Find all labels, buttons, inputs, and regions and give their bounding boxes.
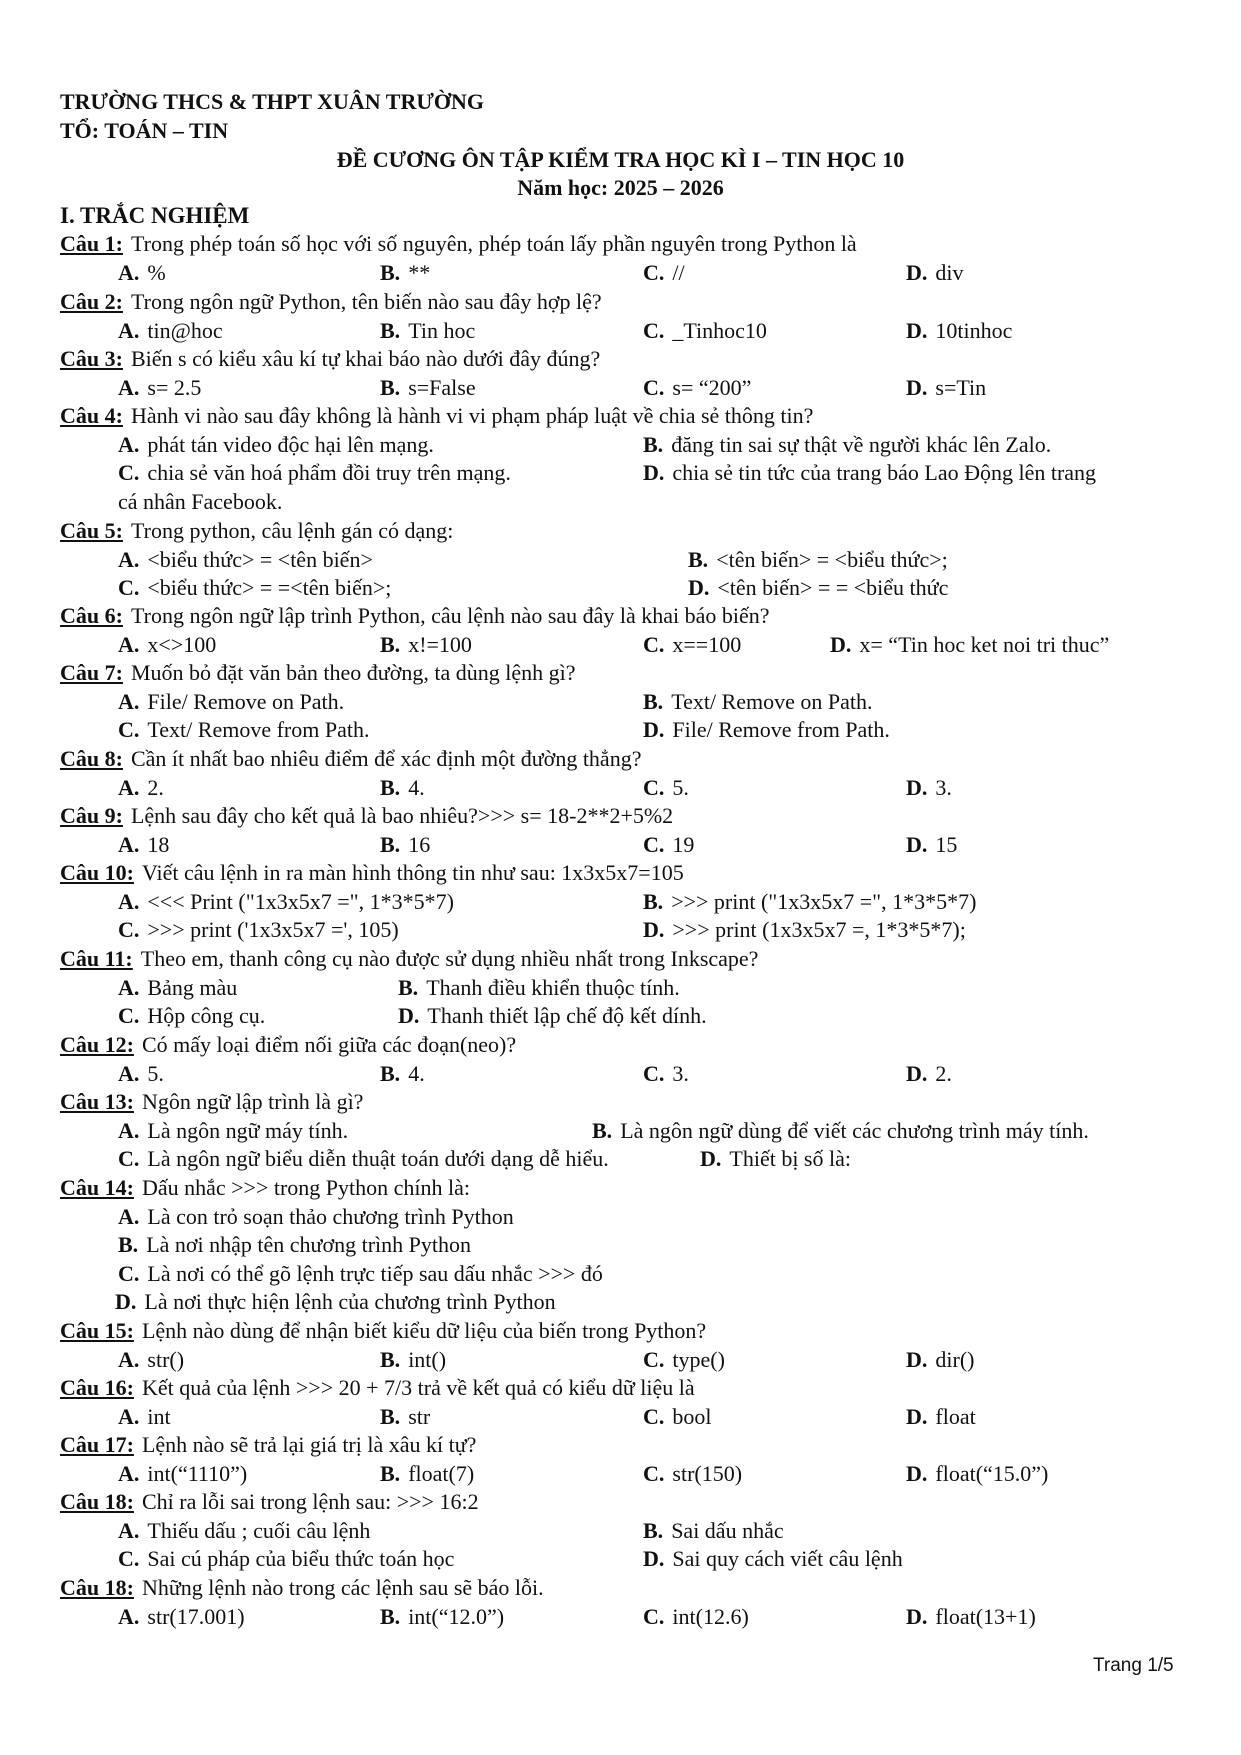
option-text: s=False <box>408 374 476 400</box>
question-text: Lệnh sau đây cho kết quả là bao nhiêu?>>> s= 18-2**2+5%2 <box>130 803 674 828</box>
question-stem <box>60 1317 1241 1345</box>
option-text: 2. <box>147 774 164 800</box>
option-letter: C. <box>118 1146 140 1171</box>
option-text: File/ Remove on Path. <box>147 688 345 714</box>
option-letter: D. <box>643 1546 665 1571</box>
question-number: Câu 18: <box>60 1575 134 1600</box>
option-text: int(12.6) <box>672 1603 749 1629</box>
option-letter: A. <box>118 546 140 572</box>
question-number: Câu 11: <box>60 946 133 971</box>
option-letter: A. <box>118 1517 140 1543</box>
option-text: Thiết bị số là: <box>729 1146 851 1171</box>
answer-option <box>643 1545 903 1573</box>
option-text: x<>100 <box>147 631 217 657</box>
answer-option <box>118 688 344 716</box>
option-text: int(“12.0”) <box>408 1603 505 1629</box>
option-letter: D. <box>643 917 665 942</box>
option-letter: B. <box>380 1460 401 1486</box>
answer-option <box>643 716 890 744</box>
option-letter: C. <box>643 1460 665 1486</box>
question-text: Muốn bỏ đặt văn bản theo đường, ta dùng lệnh gì? <box>130 660 576 685</box>
section-heading: I. TRẮC NGHIỆM <box>60 203 250 228</box>
option-text: <biểu thức> = =<tên biến>; <box>147 575 392 600</box>
option-text: str <box>408 1403 431 1429</box>
option-letter: D. <box>906 1346 928 1372</box>
answer-option <box>906 259 964 287</box>
question-number: Câu 5: <box>60 518 123 543</box>
option-letter: A. <box>118 1403 140 1429</box>
answer-option <box>643 631 741 659</box>
option-text: 4. <box>408 1060 425 1086</box>
option-text: >>> print ('1x3x5x7 =', 105) <box>147 917 399 942</box>
option-text: phát tán video độc hại lên mạng. <box>147 431 434 457</box>
option-letter: D. <box>906 317 928 343</box>
option-letter: A. <box>118 1203 140 1229</box>
option-continuation: cá nhân Facebook. <box>118 488 283 514</box>
option-text: 10tinhoc <box>935 317 1013 343</box>
answer-option <box>118 1203 514 1231</box>
answer-option <box>643 431 1051 459</box>
option-letter: B. <box>380 1403 401 1429</box>
school-year: Năm học: 2025 – 2026 <box>517 175 724 200</box>
answer-option <box>380 259 430 287</box>
option-text: 4. <box>408 774 425 800</box>
option-letter: D. <box>906 1603 928 1629</box>
answer-option <box>906 1060 952 1088</box>
option-text: 15 <box>935 831 958 857</box>
answer-option <box>643 1517 784 1545</box>
question-text: Ngôn ngữ lập trình là gì? <box>141 1089 364 1114</box>
option-text: 16 <box>408 831 431 857</box>
option-text: float(7) <box>408 1460 475 1486</box>
option-letter: D. <box>688 575 710 600</box>
option-text: Text/ Remove from Path. <box>147 717 370 742</box>
option-letter: B. <box>643 431 664 457</box>
option-text: float(“15.0”) <box>935 1460 1049 1486</box>
option-letter: C. <box>643 1346 665 1372</box>
answer-option <box>906 317 1012 345</box>
option-letter: A. <box>118 259 140 285</box>
answer-option <box>643 888 976 916</box>
option-text: Thanh thiết lập chế độ kết dính. <box>427 1003 707 1028</box>
question-text: Trong ngôn ngữ lập trình Python, câu lệnh nào sau đây là khai báo biến? <box>130 603 770 628</box>
answer-option <box>118 888 454 916</box>
option-text: // <box>672 259 685 285</box>
answer-option <box>380 317 475 345</box>
question-stem <box>60 1488 1241 1516</box>
option-text: s=Tin <box>935 374 987 400</box>
answer-option <box>643 1460 742 1488</box>
option-text: _Tinhoc10 <box>672 317 767 343</box>
answer-option <box>118 916 399 944</box>
option-letter: A. <box>118 631 140 657</box>
option-letter: A. <box>118 831 140 857</box>
option-text: <biểu thức> = <tên biến> <box>147 546 373 572</box>
answer-option <box>118 1117 348 1145</box>
option-text: int(“1110”) <box>147 1460 248 1486</box>
question-number: Câu 7: <box>60 660 123 685</box>
option-letter: A. <box>118 1603 140 1629</box>
department: TỔ: TOÁN – TIN <box>60 118 229 143</box>
option-letter: C. <box>643 1603 665 1629</box>
option-text: ** <box>408 259 431 285</box>
option-text: >>> print ("1x3x5x7 =", 1*3*5*7) <box>671 888 977 914</box>
option-text: int() <box>408 1346 447 1372</box>
option-letter: B. <box>380 631 401 657</box>
question-text: Cần ít nhất bao nhiêu điểm để xác định một đường thẳng? <box>130 746 642 771</box>
answer-option <box>118 1231 471 1259</box>
option-text: x= “Tin hoc ket noi tri thuc” <box>859 631 1110 657</box>
option-letter: C. <box>643 374 665 400</box>
option-letter: C. <box>643 317 665 343</box>
option-letter: D. <box>906 374 928 400</box>
answer-option <box>118 716 369 744</box>
question-text: Trong ngôn ngữ Python, tên biến nào sau đây hợp lệ? <box>130 289 602 314</box>
answer-option <box>118 1460 247 1488</box>
option-text: 19 <box>672 831 695 857</box>
option-letter: D. <box>398 1003 420 1028</box>
option-letter: A. <box>118 888 140 914</box>
answer-option <box>118 831 169 859</box>
option-letter: C. <box>643 774 665 800</box>
question-number: Câu 10: <box>60 860 134 885</box>
option-text: Là ngôn ngữ biểu diễn thuật toán dưới dạng dễ hiểu. <box>147 1146 609 1171</box>
option-text: <<< Print ("1x3x5x7 =", 1*3*5*7) <box>147 888 454 914</box>
option-letter: D. <box>906 1460 928 1486</box>
option-text: 3. <box>672 1060 689 1086</box>
question-number: Câu 1: <box>60 231 123 256</box>
option-text: int <box>147 1403 171 1429</box>
option-text: type() <box>672 1346 725 1372</box>
option-text: bool <box>672 1403 712 1429</box>
answer-option <box>643 259 685 287</box>
question-stem <box>60 659 1241 687</box>
option-text: Sai cú pháp của biểu thức toán học <box>147 1546 455 1571</box>
answer-option <box>118 317 223 345</box>
option-text: Bảng màu <box>147 974 238 1000</box>
option-text: Là nơi thực hiện lệnh của chương trình Python <box>144 1289 556 1314</box>
question-number: Câu 14: <box>60 1175 134 1200</box>
answer-option <box>643 459 1096 487</box>
option-text: Là nơi nhập tên chương trình Python <box>146 1232 471 1257</box>
option-letter: C. <box>643 831 665 857</box>
answer-option <box>118 631 216 659</box>
option-letter: C. <box>118 1003 140 1028</box>
answer-option <box>380 631 472 659</box>
page-number: Trang 1/5 <box>1093 1655 1174 1676</box>
option-letter: D. <box>830 631 852 657</box>
answer-option <box>118 546 373 574</box>
option-text: % <box>147 259 166 285</box>
option-text: Hộp công cụ. <box>147 1003 266 1028</box>
question-stem <box>60 1431 1241 1459</box>
option-letter: C. <box>643 259 665 285</box>
answer-option <box>118 431 434 459</box>
question-stem <box>60 230 1241 258</box>
option-text: Text/ Remove on Path. <box>671 688 873 714</box>
answer-option <box>906 774 952 802</box>
option-letter: A. <box>118 1060 140 1086</box>
option-letter: D. <box>906 1060 928 1086</box>
answer-option <box>118 459 511 487</box>
option-letter: B. <box>592 1117 613 1143</box>
answer-option <box>643 831 694 859</box>
question-stem <box>60 1574 1241 1602</box>
option-letter: D. <box>643 460 665 485</box>
option-letter: A. <box>118 374 140 400</box>
option-text: 2. <box>935 1060 952 1086</box>
answer-option <box>906 1603 1036 1631</box>
option-text: đăng tin sai sự thật về người khác lên Zalo. <box>671 431 1052 457</box>
option-text: Là nơi có thể gõ lệnh trực tiếp sau dấu nhắc >>> đó <box>147 1260 603 1286</box>
option-text: Thiếu dấu ; cuối câu lệnh <box>147 1517 371 1543</box>
option-text: <tên biến> = <biểu thức>; <box>716 546 948 572</box>
option-text: tin@hoc <box>147 317 223 343</box>
option-text: Là ngôn ngữ dùng để viết các chương trình máy tính. <box>620 1117 1089 1143</box>
question-number: Câu 12: <box>60 1032 134 1057</box>
option-letter: B. <box>380 1603 401 1629</box>
option-text: Thanh điều khiển thuộc tính. <box>426 974 680 1000</box>
option-text: Sai quy cách viết câu lệnh <box>672 1546 903 1571</box>
question-number: Câu 8: <box>60 746 123 771</box>
option-letter: D. <box>643 717 665 742</box>
option-letter: C. <box>643 631 665 657</box>
question-stem <box>60 345 1241 373</box>
answer-option <box>118 974 237 1002</box>
answer-option <box>118 1060 164 1088</box>
answer-option <box>380 1060 425 1088</box>
option-letter: A. <box>118 974 140 1000</box>
question-number: Câu 16: <box>60 1375 134 1400</box>
option-text: 18 <box>147 831 170 857</box>
answer-option <box>118 259 166 287</box>
question-text: Dấu nhắc >>> trong Python chính là: <box>141 1175 471 1200</box>
question-text: Hành vi nào sau đây không là hành vi vi phạm pháp luật về chia sẻ thông tin? <box>130 403 814 428</box>
question-text: Trong python, câu lệnh gán có dạng: <box>130 518 454 543</box>
option-letter: D. <box>906 259 928 285</box>
answer-option <box>906 1346 974 1374</box>
question-number: Câu 3: <box>60 346 123 371</box>
answer-option <box>380 774 425 802</box>
option-letter: B. <box>380 774 401 800</box>
option-text: div <box>935 259 964 285</box>
question-stem <box>60 288 1241 316</box>
question-stem <box>60 802 1241 830</box>
option-text: chia sẻ tin tức của trang báo Lao Động lên trang <box>672 460 1097 485</box>
question-text: Trong phép toán số học với số nguyên, phép toán lấy phần nguyên trong Python là <box>130 231 857 256</box>
option-letter: C. <box>118 717 140 742</box>
option-letter: B. <box>380 259 401 285</box>
question-stem <box>60 1031 1241 1059</box>
option-letter: C. <box>118 1546 140 1571</box>
answer-option <box>643 1060 689 1088</box>
answer-option <box>688 546 948 574</box>
answer-option <box>643 1346 725 1374</box>
question-stem <box>60 945 1241 973</box>
question-stem <box>60 1374 1241 1402</box>
answer-option <box>688 574 948 602</box>
answer-option <box>398 1002 707 1030</box>
option-letter: A. <box>118 317 140 343</box>
option-letter: B. <box>380 1346 401 1372</box>
question-text: Kết quả của lệnh >>> 20 + 7/3 trả về kết quả có kiểu dữ liệu là <box>141 1375 695 1400</box>
option-text: str() <box>147 1346 185 1372</box>
option-letter: A. <box>118 688 140 714</box>
answer-option <box>118 774 164 802</box>
option-letter: D. <box>115 1289 137 1314</box>
answer-option <box>643 1603 749 1631</box>
option-text: Tin hoc <box>408 317 476 343</box>
answer-option <box>643 374 751 402</box>
option-text: Là con trỏ soạn thảo chương trình Python <box>147 1203 514 1229</box>
question-number: Câu 4: <box>60 403 123 428</box>
question-text: Lệnh nào dùng để nhận biết kiểu dữ liệu của biến trong Python? <box>141 1318 707 1343</box>
option-letter: B. <box>643 688 664 714</box>
option-text: str(150) <box>672 1460 743 1486</box>
option-text: 3. <box>935 774 952 800</box>
option-text: chia sẻ văn hoá phẩm đồi truy trên mạng. <box>147 460 511 485</box>
answer-option <box>643 317 767 345</box>
question-stem <box>60 859 1241 887</box>
option-text: x==100 <box>672 631 742 657</box>
answer-option <box>118 1545 454 1573</box>
question-number: Câu 18: <box>60 1489 134 1514</box>
option-letter: B. <box>643 1517 664 1543</box>
option-letter: B. <box>380 317 401 343</box>
answer-option <box>643 774 689 802</box>
option-text: >>> print (1x3x5x7 =, 1*3*5*7); <box>672 917 966 942</box>
option-letter: D. <box>906 774 928 800</box>
option-letter: C. <box>118 1260 140 1286</box>
option-letter: C. <box>643 1060 665 1086</box>
answer-option <box>118 1346 184 1374</box>
answer-option <box>115 1288 556 1316</box>
option-letter: D. <box>906 831 928 857</box>
answer-option <box>398 974 680 1002</box>
option-text: float <box>935 1403 976 1429</box>
question-number: Câu 15: <box>60 1318 134 1343</box>
option-letter: B. <box>380 831 401 857</box>
option-text: 5. <box>672 774 689 800</box>
option-letter: B. <box>398 974 419 1000</box>
answer-option <box>830 631 1109 659</box>
answer-option <box>380 831 430 859</box>
question-number: Câu 9: <box>60 803 123 828</box>
option-text: <tên biến> = = <biểu thức <box>717 575 949 600</box>
question-text: Những lệnh nào trong các lệnh sau sẽ báo lỗi. <box>141 1575 544 1600</box>
option-letter: B. <box>380 1060 401 1086</box>
answer-option <box>906 831 957 859</box>
option-text: Sai dấu nhắc <box>671 1517 784 1543</box>
question-stem <box>60 1174 1241 1202</box>
question-text: Biến s có kiểu xâu kí tự khai báo nào dưới đây đúng? <box>130 346 601 371</box>
option-letter: B. <box>118 1232 139 1257</box>
document-title: ĐỀ CƯƠNG ÔN TẬP KIỂM TRA HỌC KÌ I – TIN HỌC 10 <box>336 147 905 172</box>
question-stem <box>60 402 1241 430</box>
school-name: TRƯỜNG THCS & THPT XUÂN TRƯỜNG <box>60 89 484 114</box>
option-letter: D. <box>700 1146 722 1171</box>
answer-option <box>592 1117 1089 1145</box>
option-letter: C. <box>118 917 140 942</box>
answer-option <box>118 1260 603 1288</box>
question-stem <box>60 745 1241 773</box>
question-text: Lệnh nào sẽ trả lại giá trị là xâu kí tự? <box>141 1432 477 1457</box>
option-letter: B. <box>643 888 664 914</box>
answer-option <box>118 1403 171 1431</box>
option-letter: A. <box>118 774 140 800</box>
question-number: Câu 13: <box>60 1089 134 1114</box>
answer-option <box>118 1517 370 1545</box>
question-text: Theo em, thanh công cụ nào được sử dụng nhiều nhất trong Inkscape? <box>140 946 759 971</box>
answer-option <box>643 916 966 944</box>
answer-option <box>380 374 476 402</box>
option-letter: A. <box>118 431 140 457</box>
question-stem <box>60 517 1241 545</box>
option-text: str(17.001) <box>147 1603 245 1629</box>
option-letter: A. <box>118 1117 140 1143</box>
question-stem <box>60 1088 1241 1116</box>
answer-option <box>380 1460 474 1488</box>
option-letter: B. <box>380 374 401 400</box>
option-text: 5. <box>147 1060 164 1086</box>
answer-option <box>118 1002 265 1030</box>
option-letter: A. <box>118 1460 140 1486</box>
question-stem <box>60 602 1241 630</box>
answer-option <box>906 1403 976 1431</box>
question-text: Có mấy loại điểm nối giữa các đoạn(neo)? <box>141 1032 517 1057</box>
option-letter: A. <box>118 1346 140 1372</box>
option-text: Là ngôn ngữ máy tính. <box>147 1117 349 1143</box>
answer-option <box>700 1145 851 1173</box>
answer-option <box>118 1145 609 1173</box>
option-text: x!=100 <box>408 631 472 657</box>
option-letter: C. <box>118 575 140 600</box>
option-letter: C. <box>643 1403 665 1429</box>
option-letter: C. <box>118 460 140 485</box>
answer-option <box>643 688 873 716</box>
question-number: Câu 2: <box>60 289 123 314</box>
question-text: Chỉ ra lỗi sai trong lệnh sau: >>> 16:2 <box>141 1489 479 1514</box>
answer-option <box>906 1460 1048 1488</box>
option-letter: D. <box>906 1403 928 1429</box>
option-text: float(13+1) <box>935 1603 1036 1629</box>
answer-option <box>643 1403 712 1431</box>
option-text: s= 2.5 <box>147 374 202 400</box>
option-text: s= “200” <box>672 374 752 400</box>
answer-option <box>118 1603 245 1631</box>
answer-option <box>380 1603 504 1631</box>
answer-option <box>118 574 391 602</box>
question-text: Viết câu lệnh in ra màn hình thông tin như sau: 1x3x5x7=105 <box>141 860 684 885</box>
answer-option <box>118 374 201 402</box>
answer-option <box>380 1403 430 1431</box>
question-number: Câu 17: <box>60 1432 134 1457</box>
answer-option <box>906 374 986 402</box>
answer-option <box>380 1346 446 1374</box>
option-letter: B. <box>688 546 709 572</box>
question-number: Câu 6: <box>60 603 123 628</box>
option-text: File/ Remove from Path. <box>672 717 890 742</box>
option-text: dir() <box>935 1346 975 1372</box>
